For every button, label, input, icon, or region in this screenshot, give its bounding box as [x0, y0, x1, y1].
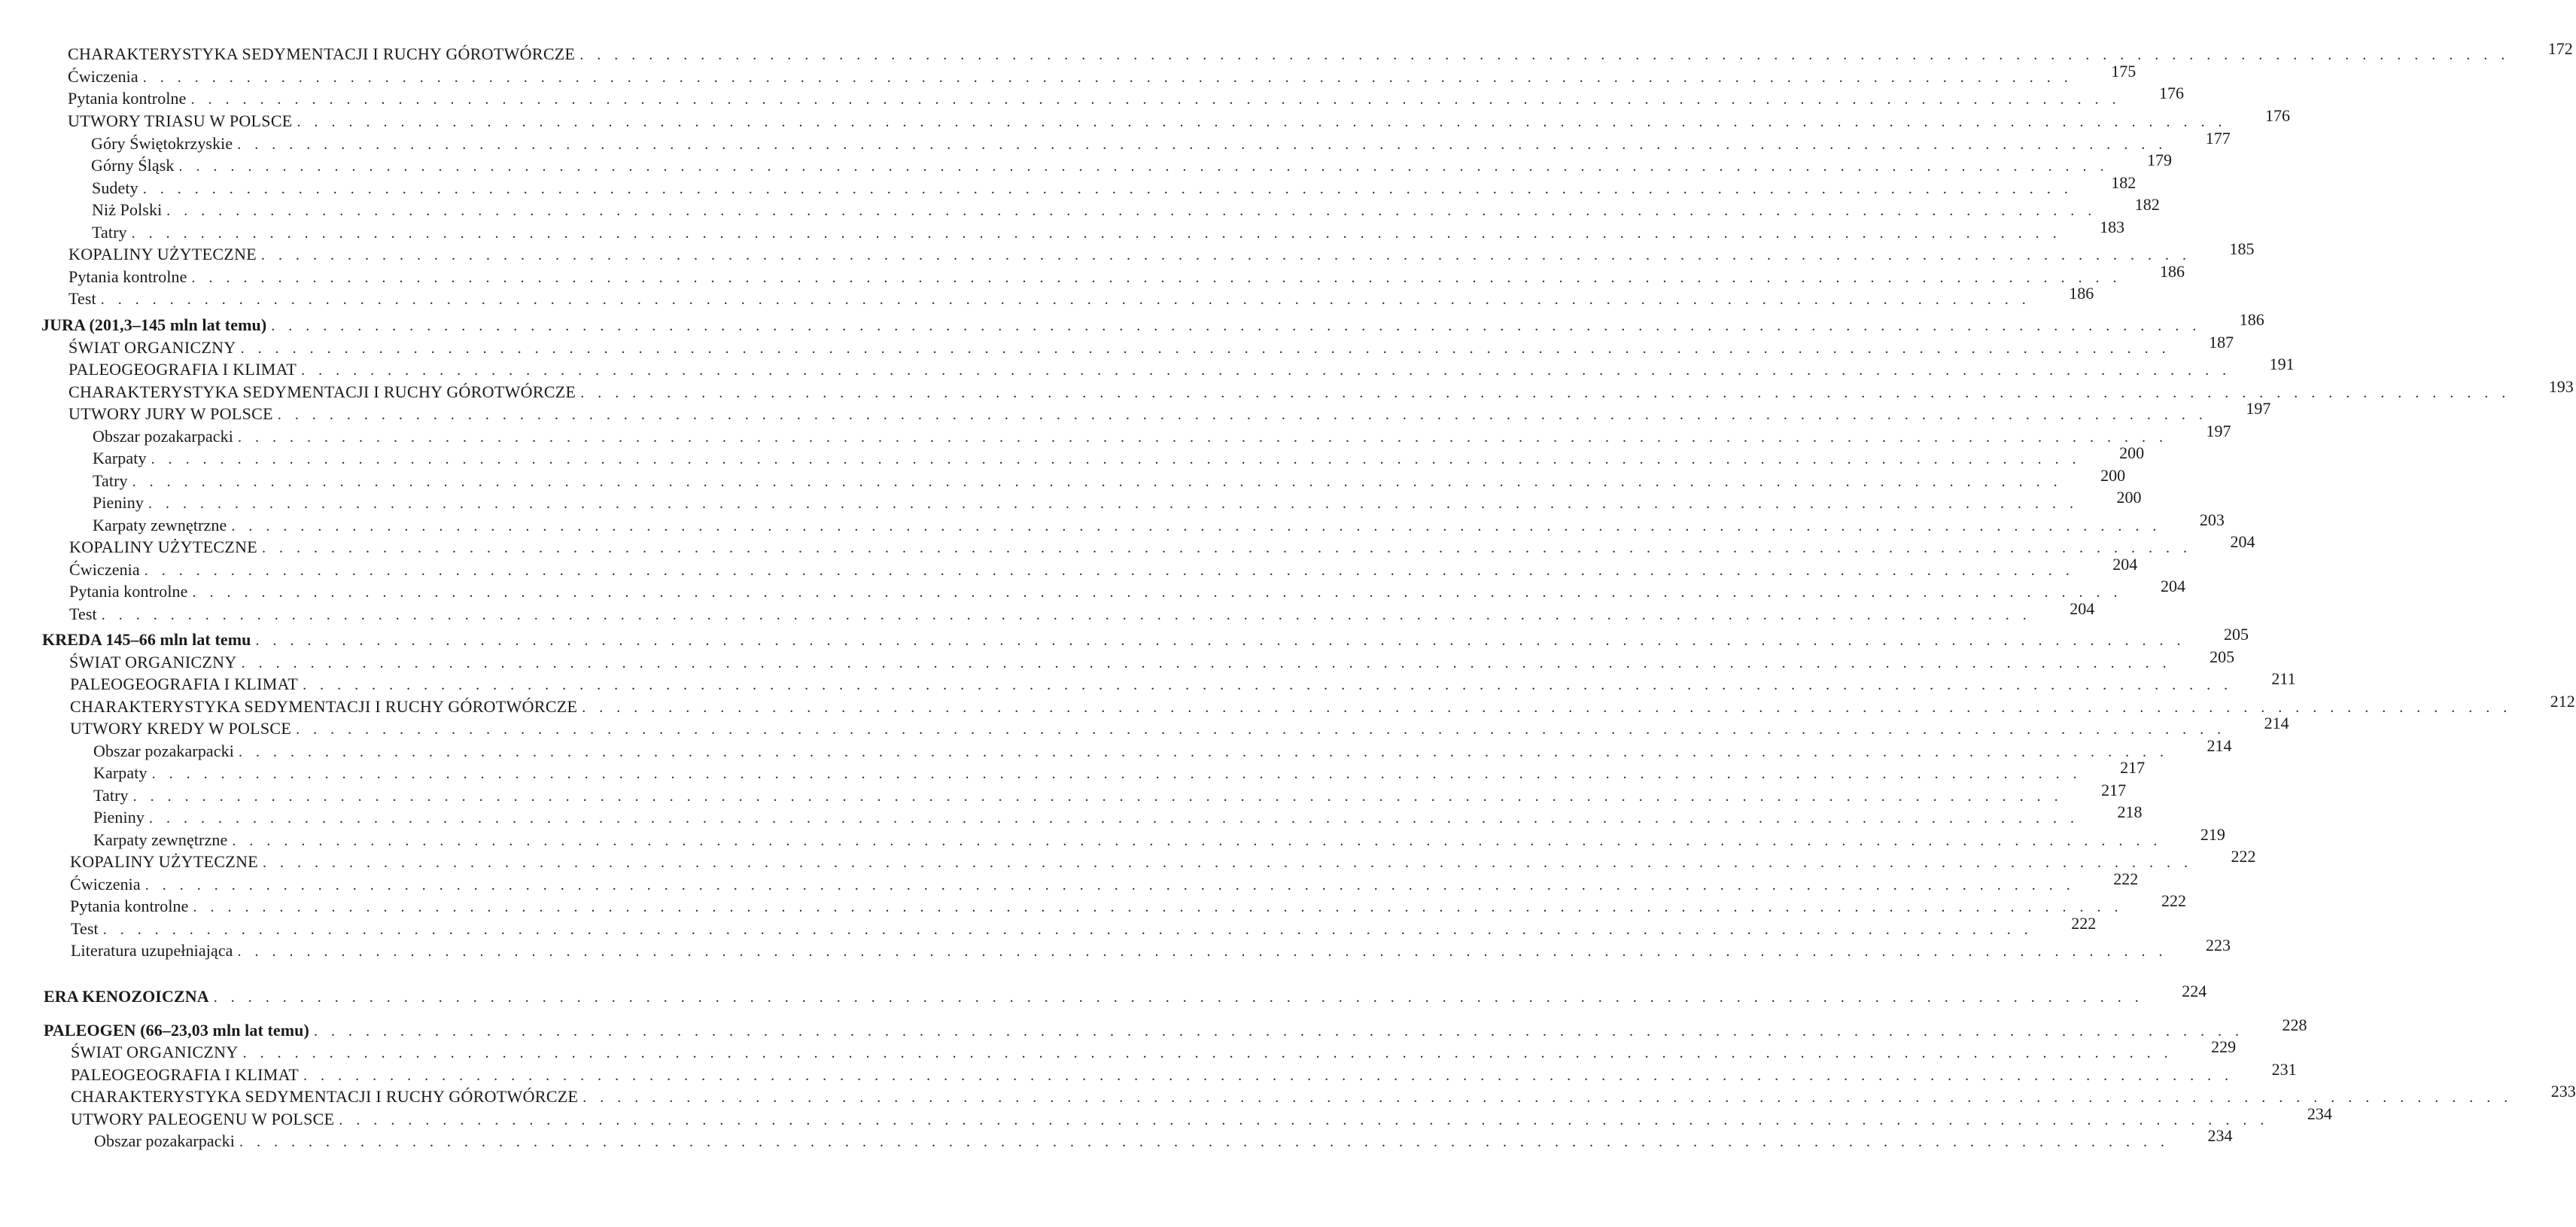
toc-entry-title: UTWORY JURY W POLSCE: [68, 404, 273, 423]
toc-entry-page-number: 197: [2206, 422, 2231, 440]
toc-entry-title: KREDA 145–66 mln lat temu: [42, 630, 251, 649]
dot-leader: [152, 763, 2082, 784]
toc-entry-leader-area: [236, 333, 2234, 359]
toc-entry-leader-area: [140, 555, 2138, 581]
dot-leader: [263, 852, 2193, 873]
toc-entry-title: Obszar pozakarpacki: [94, 1131, 235, 1150]
dot-leader: [339, 1110, 2269, 1131]
toc-entry[interactable]: [93, 758, 2146, 784]
toc-entry-leader-area: [239, 1037, 2237, 1064]
toc-entry-page-number: 172: [2547, 39, 2573, 58]
toc-entry-page-number: 176: [2159, 84, 2185, 102]
toc-entry-page-number: 234: [2307, 1104, 2332, 1123]
toc-entry[interactable]: [68, 239, 2255, 265]
toc-entry-leader-area: [297, 355, 2295, 381]
toc-entry-leader-area: [251, 625, 2249, 651]
toc-entry-leader-area: [128, 466, 2126, 492]
toc-entry-leader-area: [299, 1060, 2297, 1086]
toc-entry[interactable]: [71, 1037, 2237, 1063]
toc-entry-title: KOPALINY UŻYTECZNE: [70, 852, 259, 871]
toc-entry-page-number: 197: [2246, 399, 2271, 418]
toc-entry-title: Karpaty zewnętrzne: [93, 830, 228, 849]
toc-entry-leader-area: [138, 62, 2137, 88]
toc-entry-leader-area: [187, 262, 2185, 288]
dot-leader: [261, 245, 2191, 266]
toc-entry-title: Karpaty zewnętrzne: [93, 516, 227, 534]
toc-entry-leader-area: [144, 802, 2143, 829]
toc-entry-page-number: 212: [2550, 692, 2575, 711]
dot-leader: [239, 741, 2169, 763]
toc-entry-title: Pieniny: [93, 808, 144, 827]
toc-entry-leader-area: [578, 1082, 2576, 1108]
dot-leader: [314, 1021, 2244, 1042]
toc-entry-page-number: 200: [2100, 466, 2126, 485]
toc-entry[interactable]: [71, 936, 2231, 961]
toc-entry[interactable]: [70, 847, 2256, 872]
toc-entry-leader-area: [233, 936, 2231, 962]
toc-entry-leader-area: [127, 218, 2125, 244]
toc-entry[interactable]: [71, 1082, 2576, 1107]
toc-entry-leader-area: [99, 914, 2097, 940]
dot-leader: [214, 987, 2144, 1008]
toc-entry-leader-area: [334, 1104, 2332, 1131]
dot-leader: [242, 653, 2172, 674]
toc-entry[interactable]: [93, 736, 2232, 762]
toc-entry[interactable]: [70, 891, 2187, 917]
toc-entry[interactable]: [68, 39, 2573, 65]
toc-entry-leader-area: [96, 284, 2094, 310]
toc-entry-page-number: 211: [2271, 669, 2296, 688]
toc-entry-title: Literatura uzupełniająca: [71, 941, 233, 960]
dot-leader: [271, 315, 2201, 336]
toc-entry-page-number: 214: [2206, 736, 2232, 755]
dot-leader: [582, 1087, 2513, 1108]
dot-leader: [582, 697, 2512, 718]
toc-entry-title: CHARAKTERYSTYKA SEDYMENTACJI I RUCHY GÓROTWÓRCZE: [68, 382, 576, 401]
dot-leader: [101, 289, 2031, 310]
toc-entry-page-number: 186: [2069, 284, 2094, 303]
toc-entry-title: Pytania kontrolne: [70, 897, 189, 915]
toc-entry-title: Pytania kontrolne: [69, 582, 188, 601]
toc-entry-title: Ćwiczenia: [70, 875, 141, 894]
toc-entry-leader-area: [97, 599, 2095, 626]
toc-entry-title: Karpaty: [93, 449, 147, 467]
toc-entry-title: Pytania kontrolne: [68, 267, 187, 286]
dot-leader: [232, 830, 2162, 851]
toc-entry-page-number: 223: [2206, 936, 2231, 955]
toc-entry-title: CHARAKTERYSTYKA SEDYMENTACJI I RUCHY GÓROTWÓRCZE: [71, 1087, 579, 1106]
toc-entry-leader-area: [293, 106, 2291, 132]
toc-entry-title: Test: [71, 919, 99, 938]
toc-entry[interactable]: [71, 1104, 2332, 1130]
dot-leader: [145, 875, 2076, 896]
dot-leader: [193, 582, 2123, 603]
toc-entry[interactable]: [68, 355, 2295, 380]
toc-entry-page-number: 222: [2071, 914, 2097, 933]
toc-entry-leader-area: [257, 239, 2255, 266]
toc-entry-leader-area: [576, 377, 2574, 403]
toc-entry-title: ŚWIAT ORGANICZNY: [71, 1043, 239, 1061]
toc-entry-page-number: 217: [2101, 781, 2127, 799]
toc-entry[interactable]: [68, 333, 2234, 358]
toc-entry-leader-area: [257, 532, 2255, 559]
toc-entry[interactable]: [93, 510, 2225, 536]
toc-entry[interactable]: [68, 84, 2185, 109]
toc-entry[interactable]: [41, 310, 2264, 336]
toc-entry[interactable]: [93, 825, 2225, 851]
toc-entry-page-number: 228: [2282, 1015, 2307, 1034]
toc-entry-leader-area: [141, 869, 2139, 896]
dot-leader: [303, 1065, 2234, 1086]
toc-entry-page-number: 204: [2161, 577, 2186, 595]
toc-entry-page-number: 186: [2160, 262, 2185, 281]
dot-leader: [579, 44, 2510, 65]
toc-entry-page-number: 176: [2265, 106, 2291, 125]
dot-leader: [132, 471, 2063, 492]
dot-leader: [241, 338, 2171, 359]
toc-entry-leader-area: [291, 714, 2289, 740]
toc-entry-page-number: 182: [2111, 173, 2137, 192]
toc-entry-title: Tatry: [93, 786, 129, 805]
dot-leader: [144, 560, 2075, 581]
toc-entry[interactable]: [93, 466, 2126, 492]
dot-leader: [237, 134, 2167, 155]
toc-entry-title: ŚWIAT ORGANICZNY: [68, 338, 236, 357]
toc-entry-leader-area: [187, 84, 2185, 110]
toc-entry-leader-area: [273, 399, 2271, 425]
dot-leader: [103, 919, 2033, 940]
toc-entry[interactable]: [71, 914, 2097, 939]
dot-leader: [102, 604, 2032, 626]
toc-entry-page-number: 233: [2550, 1082, 2576, 1101]
toc-entry-title: Tatry: [92, 223, 127, 242]
toc-entry-leader-area: [235, 1126, 2233, 1152]
toc-entry-leader-area: [575, 39, 2573, 65]
toc-entry-page-number: 204: [2070, 599, 2095, 618]
dot-leader: [238, 941, 2168, 962]
dot-leader: [148, 493, 2079, 514]
dot-leader: [303, 674, 2233, 696]
toc-entry-page-number: 222: [2231, 847, 2256, 866]
toc-entry-page-number: 222: [2113, 869, 2139, 888]
toc-entry-title: Test: [68, 289, 96, 308]
toc-entry-page-number: 191: [2269, 355, 2295, 373]
toc-entry-title: UTWORY PALEOGENU W POLSCE: [71, 1110, 335, 1128]
toc-entry-page-number: 219: [2200, 825, 2225, 844]
toc-entry[interactable]: [44, 982, 2207, 1007]
toc-entry[interactable]: [94, 1126, 2233, 1152]
toc-entry-page-number: 200: [2116, 488, 2142, 507]
toc-entry-page-number: 204: [2230, 532, 2255, 551]
toc-entry[interactable]: [93, 443, 2145, 469]
toc-entry[interactable]: [92, 195, 2160, 221]
toc-entry[interactable]: [69, 599, 2095, 625]
toc-entry-page-number: 214: [2264, 714, 2289, 732]
toc-entry[interactable]: [93, 488, 2142, 513]
toc-entry-title: PALEOGEN (66–23,03 mln lat temu): [44, 1021, 309, 1040]
toc-entry-title: CHARAKTERYSTYKA SEDYMENTACJI I RUCHY GÓROTWÓRCZE: [68, 44, 576, 63]
dot-leader: [143, 67, 2073, 88]
toc-entry-title: PALEOGEOGRAFIA I KLIMAT: [68, 360, 297, 379]
toc-entry-page-number: 182: [2134, 195, 2160, 214]
toc-entry-title: Obszar pozakarpacki: [93, 741, 234, 760]
toc-entry-leader-area: [266, 310, 2264, 336]
toc-entry-leader-area: [258, 847, 2256, 873]
toc-entry-title: KOPALINY UŻYTECZNE: [68, 245, 257, 263]
toc-entry-page-number: 224: [2182, 982, 2207, 1000]
dot-leader: [580, 382, 2511, 403]
dot-leader: [297, 111, 2228, 132]
toc-entry-title: ŚWIAT ORGANICZNY: [69, 653, 237, 671]
toc-entry-page-number: 187: [2209, 333, 2234, 352]
toc-entry-leader-area: [144, 488, 2142, 514]
toc-entry-page-number: 205: [2224, 625, 2249, 644]
dot-leader: [243, 1043, 2173, 1064]
toc-entry-leader-area: [138, 173, 2137, 199]
dot-leader: [179, 156, 2109, 177]
toc-entry-title: PALEOGEOGRAFIA I KLIMAT: [70, 674, 299, 693]
toc-entry[interactable]: [68, 284, 2094, 309]
dot-leader: [193, 897, 2124, 918]
dot-leader: [231, 516, 2161, 537]
toc-entry-title: UTWORY KREDY W POLSCE: [70, 719, 292, 738]
toc-entry-page-number: 185: [2229, 239, 2255, 258]
toc-entry-page-number: 204: [2112, 555, 2138, 574]
toc-entry-leader-area: [162, 195, 2160, 221]
toc-entry[interactable]: [68, 377, 2574, 403]
dot-leader: [278, 404, 2208, 425]
toc-entry-page-number: 193: [2548, 377, 2574, 396]
toc-entry-title: JURA (201,3–145 mln lat temu): [41, 315, 267, 334]
toc-entry-title: Niż Polski: [92, 200, 163, 219]
toc-entry-leader-area: [233, 129, 2231, 155]
dot-leader: [192, 267, 2122, 288]
toc-entry-page-number: 179: [2147, 151, 2172, 169]
toc-entry-page-number: 175: [2111, 62, 2137, 81]
toc-entry-page-number: 229: [2211, 1037, 2237, 1056]
toc-entry-leader-area: [188, 577, 2186, 603]
toc-entry[interactable]: [70, 869, 2139, 895]
dot-leader: [149, 808, 2079, 829]
toc-entry[interactable]: [93, 802, 2143, 828]
toc-entry-page-number: 234: [2207, 1126, 2233, 1145]
dot-leader: [143, 178, 2073, 199]
toc-entry-title: Karpaty: [93, 763, 148, 782]
toc-entry-page-number: 231: [2271, 1060, 2297, 1079]
toc-entry-title: KOPALINY UŻYTECZNE: [69, 537, 258, 556]
toc-entry-page-number: 217: [2120, 758, 2146, 777]
toc-entry-page-number: 222: [2161, 891, 2187, 910]
toc-entry[interactable]: [68, 399, 2271, 425]
toc-entry[interactable]: [92, 173, 2137, 199]
toc-entry-leader-area: [227, 510, 2225, 537]
toc-entry-title: Pytania kontrolne: [68, 89, 187, 108]
dot-leader: [191, 89, 2121, 110]
dot-leader: [132, 223, 2062, 244]
toc-entry-leader-area: [189, 891, 2187, 918]
toc-entry[interactable]: [69, 532, 2255, 558]
toc-entry-page-number: 186: [2239, 310, 2264, 329]
toc-entry[interactable]: [70, 714, 2289, 739]
toc-entry-page-number: 205: [2210, 647, 2235, 666]
toc-entry-title: Tatry: [93, 471, 128, 490]
toc-entry[interactable]: [42, 625, 2249, 650]
toc-entry[interactable]: [93, 781, 2127, 806]
toc-entry-title: Sudety: [92, 178, 138, 197]
toc-entry-leader-area: [175, 151, 2173, 177]
toc-entry-page-number: 183: [2100, 218, 2125, 236]
toc-entry-leader-area: [237, 647, 2235, 674]
toc-entry[interactable]: [69, 555, 2138, 580]
dot-leader: [166, 200, 2097, 221]
toc-entry-leader-area: [148, 758, 2146, 784]
toc-entry[interactable]: [68, 62, 2137, 87]
toc-entry-leader-area: [234, 736, 2232, 763]
toc-entry[interactable]: [70, 669, 2296, 695]
toc-entry[interactable]: [68, 106, 2291, 132]
toc-entry-title: Górny Śląsk: [91, 156, 175, 175]
toc-entry-title: Obszar pozakarpacki: [93, 427, 233, 446]
toc-entry-leader-area: [147, 443, 2145, 470]
toc-entry[interactable]: [44, 1015, 2307, 1041]
dot-leader: [301, 360, 2231, 381]
toc-entry-title: UTWORY TRIASU W POLSCE: [68, 111, 293, 130]
toc-entry[interactable]: [70, 692, 2575, 717]
dot-leader: [133, 786, 2064, 807]
toc-entry-leader-area: [233, 422, 2231, 448]
toc-entry-leader-area: [227, 825, 2225, 851]
toc-entry[interactable]: [71, 1060, 2297, 1085]
toc-entry-page-number: 177: [2205, 129, 2231, 148]
toc-entry[interactable]: [92, 218, 2125, 243]
toc-entry-title: PALEOGEOGRAFIA I KLIMAT: [71, 1065, 300, 1084]
toc-entry[interactable]: [69, 647, 2235, 673]
toc-entry-page-number: 200: [2119, 443, 2145, 462]
dot-leader: [151, 449, 2082, 470]
dot-leader: [296, 719, 2226, 740]
toc-entry-leader-area: [129, 781, 2127, 807]
dot-leader: [262, 537, 2192, 559]
toc-entry[interactable]: [93, 422, 2231, 447]
toc-entry-leader-area: [309, 1015, 2307, 1042]
dot-leader: [239, 1131, 2170, 1152]
dot-leader: [238, 427, 2168, 448]
dot-leader: [256, 630, 2186, 651]
toc-entry[interactable]: [69, 577, 2186, 602]
toc-entry-page-number: 203: [2199, 510, 2225, 529]
toc-entry-title: Test: [69, 604, 97, 623]
toc-entry[interactable]: [68, 262, 2185, 288]
toc-entry[interactable]: [91, 129, 2231, 154]
toc-entry-title: CHARAKTERYSTYKA SEDYMENTACJI I RUCHY GÓROTWÓRCZE: [70, 697, 578, 716]
toc-entry-title: Ćwiczenia: [69, 560, 140, 579]
toc-entry-title: Góry Świętokrzyskie: [91, 134, 233, 153]
toc-entry[interactable]: [91, 151, 2172, 176]
toc-entry-title: Pieniny: [93, 493, 144, 512]
toc-entry-leader-area: [209, 982, 2207, 1008]
toc-entry-leader-area: [298, 669, 2296, 696]
toc-entry-title: Ćwiczenia: [68, 67, 138, 86]
toc-entry-page-number: 218: [2117, 802, 2143, 821]
toc-entry-title: ERA KENOZOICZNA: [44, 987, 209, 1006]
